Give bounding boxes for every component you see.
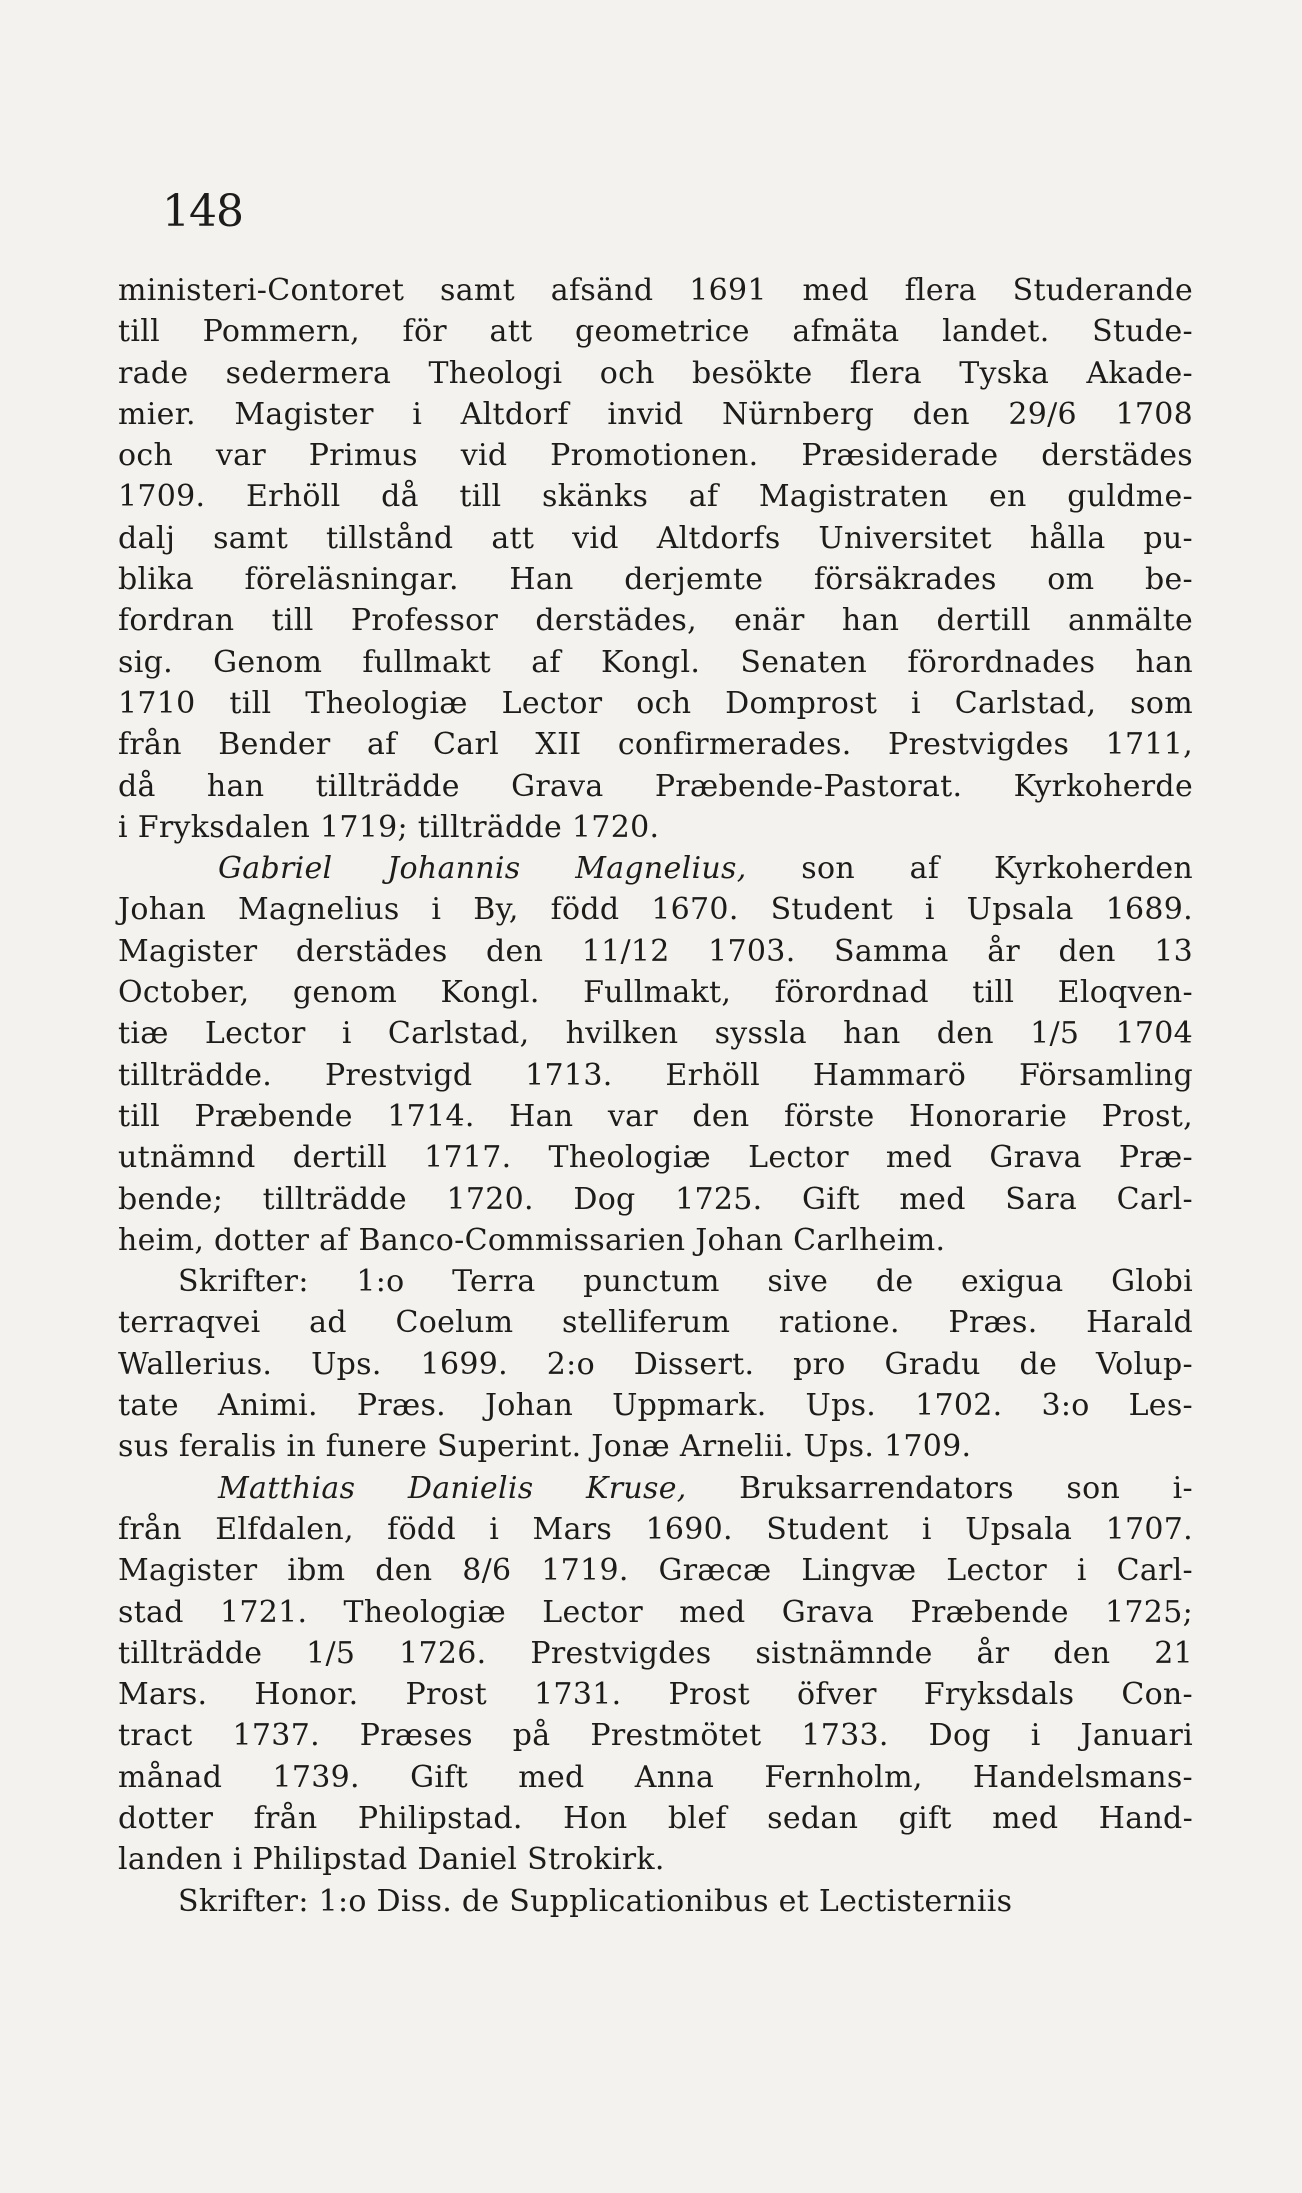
text-line: från Elfdalen, född i Mars 1690. Student i Upsala 1707. xyxy=(118,1511,1193,1547)
text-line: tillträdde. Prestvigd 1713. Erhöll Hammarö Församling xyxy=(118,1057,1193,1093)
skrifter-line: Skrifter: 1:o Diss. de Supplicationibus et Lectisterniis xyxy=(178,1883,1013,1919)
text-line: tiæ Lector i Carlstad, hvilken syssla han den 1/5 1704 xyxy=(118,1016,1193,1052)
text-line: Mars. Honor. Prost 1731. Prost öfver Fryksdals Con- xyxy=(118,1677,1193,1713)
text-line: terraqvei ad Coelum stelliferum ratione. Præs. Harald xyxy=(118,1305,1193,1341)
skrifter-line: Skrifter: 1:o Terra punctum sive de exigua Globi xyxy=(178,1264,1193,1300)
text-line: stad 1721. Theologiæ Lector med Grava Præbende 1725; xyxy=(118,1594,1193,1630)
text-line: utnämnd dertill 1717. Theologiæ Lector med Grava Præ- xyxy=(118,1140,1193,1176)
text-line: mier. Magister i Altdorf invid Nürnberg den 29/6 1708 xyxy=(118,396,1193,432)
text-line: till Pommern, för att geometrice afmäta landet. Stude- xyxy=(118,314,1193,350)
entry-heading-rest: Bruksarrendators son i- xyxy=(686,1470,1193,1506)
entry-magnelius xyxy=(118,848,1193,1467)
entry-kruse xyxy=(118,1468,1193,1922)
text-line: ministeri-Contoret samt afsänd 1691 med flera Studerande xyxy=(118,273,1193,308)
text-line: dalj samt tillstånd att vid Altdorfs Universitet hålla pu- xyxy=(118,520,1193,556)
text-line: Magister derstädes den 11/12 1703. Samma år den 13 xyxy=(118,933,1193,969)
person-name: Gabriel Johannis Magnelius, xyxy=(218,851,747,887)
text-line: fordran till Professor derstädes, enär han dertill anmälte xyxy=(118,603,1193,639)
text-line: månad 1739. Gift med Anna Fernholm, Handelsmans- xyxy=(118,1759,1193,1795)
text-line: heim, dotter af Banco-Commissarien Johan Carlheim. xyxy=(118,1222,946,1258)
page-number: 148 xyxy=(162,186,243,237)
paragraph-continuation xyxy=(118,270,1193,848)
text-line: rade sedermera Theologi och besökte flera Tyska Akade- xyxy=(118,355,1193,391)
text-line: landen i Philipstad Daniel Strokirk. xyxy=(118,1842,665,1878)
text-line: i Fryksdalen 1719; tillträdde 1720. xyxy=(118,809,660,845)
text-line: tillträdde 1/5 1726. Prestvigdes sistnämnde år den 21 xyxy=(118,1635,1193,1671)
text-line: då han tillträdde Grava Præbende-Pastorat. Kyrkoherde xyxy=(118,768,1193,804)
text-line: sig. Genom fullmakt af Kongl. Senaten förordnades han xyxy=(118,644,1193,680)
text-line: och var Primus vid Promotionen. Præsiderade derstädes xyxy=(118,438,1193,474)
text-line: 1710 till Theologiæ Lector och Domprost i Carlstad, som xyxy=(118,685,1193,721)
text-line: Johan Magnelius i By, född 1670. Student i Upsala 1689. xyxy=(118,892,1193,928)
entry-heading-line xyxy=(118,1468,1193,1509)
text-line: från Bender af Carl XII confirmerades. Prestvigdes 1711, xyxy=(118,727,1193,763)
text-line: October, genom Kongl. Fullmakt, förordnad till Eloqven- xyxy=(118,975,1193,1011)
text-line: Magister ibm den 8/6 1719. Græcæ Lingvæ Lector i Carl- xyxy=(118,1553,1193,1589)
text-line: Wallerius. Ups. 1699. 2:o Dissert. pro Gradu de Volup- xyxy=(118,1346,1193,1382)
page-text xyxy=(118,270,1193,1922)
text-line: tate Animi. Præs. Johan Uppmark. Ups. 1702. 3:o Les- xyxy=(118,1388,1193,1424)
text-line: blika föreläsningar. Han derjemte försäkrades om be- xyxy=(118,562,1193,598)
person-name: Matthias Danielis Kruse, xyxy=(218,1470,687,1506)
text-line: till Præbende 1714. Han var den förste Honorarie Prost, xyxy=(118,1098,1193,1134)
entry-heading-line xyxy=(118,848,1193,889)
text-line: 1709. Erhöll då till skänks af Magistraten en guldme- xyxy=(118,479,1193,515)
text-line: sus feralis in funere Superint. Jonæ Arnelii. Ups. 1709. xyxy=(118,1429,972,1465)
text-line: bende; tillträdde 1720. Dog 1725. Gift med Sara Carl- xyxy=(118,1181,1193,1217)
entry-heading-rest: son af Kyrkoherden xyxy=(746,851,1194,887)
text-line: tract 1737. Præses på Prestmötet 1733. Dog i Januari xyxy=(118,1718,1193,1754)
text-line: dotter från Philipstad. Hon blef sedan gift med Hand- xyxy=(118,1800,1193,1836)
